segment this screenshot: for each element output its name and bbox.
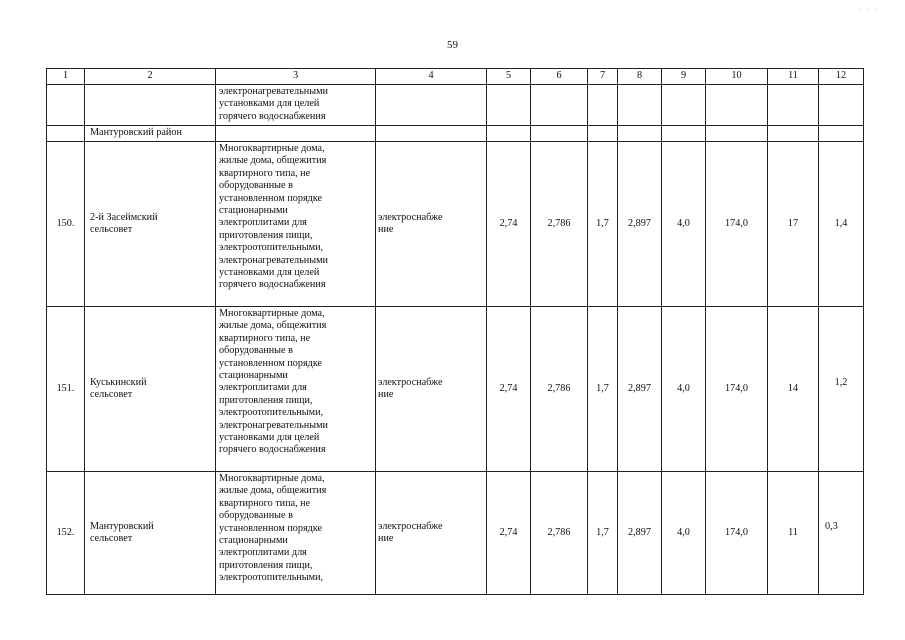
continuation-row (47, 85, 864, 126)
column-header: 3 (216, 69, 376, 85)
row-number: 152. (47, 472, 85, 595)
table-row (47, 472, 864, 595)
value-cell: 11 (768, 472, 819, 595)
table-row (47, 307, 864, 472)
value-cell: 174,0 (706, 472, 768, 595)
tariff-table (46, 68, 864, 595)
settlement-name: Мантуровский сельсовет (85, 472, 216, 595)
table-row (47, 142, 864, 307)
settlement-name: Куськинский сельсовет (85, 307, 216, 472)
consumer-description: Многоквартирные дома, жилые дома, общежития квартирного типа, не оборудованные в установленном порядке стационарными электроплитами для приготовления пищи, электроотопительными, (216, 472, 376, 595)
value-cell: 4,0 (662, 472, 706, 595)
value-cell: 17 (768, 142, 819, 307)
continuation-text: электронагревательными установками для целей горячего водоснабжения (216, 85, 376, 126)
column-header: 5 (487, 69, 531, 85)
value-cell: 4,0 (662, 307, 706, 472)
column-header: 2 (85, 69, 216, 85)
value-cell: 2,786 (531, 472, 588, 595)
value-cell: 4,0 (662, 142, 706, 307)
value-cell: 2,786 (531, 307, 588, 472)
column-header: 4 (376, 69, 487, 85)
value-cell (819, 307, 864, 472)
value-text: 1,4 (834, 217, 848, 229)
value-cell: 2,786 (531, 142, 588, 307)
column-header: 11 (768, 69, 819, 85)
service-type: электроснабже ние (376, 307, 487, 472)
page-number: 59 (447, 39, 458, 51)
value-cell: 2,74 (487, 472, 531, 595)
column-header: 7 (588, 69, 618, 85)
row-number: 151. (47, 307, 85, 472)
region-row (47, 126, 864, 142)
value-cell: 14 (768, 307, 819, 472)
value-cell (819, 472, 864, 595)
column-header: 6 (531, 69, 588, 85)
value-cell: 174,0 (706, 142, 768, 307)
header-row (47, 69, 864, 85)
service-type: электроснабже ние (376, 472, 487, 595)
value-cell: 2,897 (618, 142, 662, 307)
value-cell: 1,7 (588, 307, 618, 472)
column-header: 10 (706, 69, 768, 85)
value-cell: 174,0 (706, 307, 768, 472)
value-cell: 2,74 (487, 307, 531, 472)
column-header: 9 (662, 69, 706, 85)
value-cell: 1,7 (588, 142, 618, 307)
column-header: 12 (819, 69, 864, 85)
column-header: 1 (47, 69, 85, 85)
region-label: Мантуровский район (85, 126, 216, 142)
consumer-description: Многоквартирные дома, жилые дома, общежития квартирного типа, не оборудованные в установленном порядке стационарными электроплитами для приготовления пищи, электроотопительными, электронагревательными установками для целей горячего водоснабжения (216, 142, 376, 307)
value-cell: 2,897 (618, 472, 662, 595)
service-type: электроснабже ние (376, 142, 487, 307)
value-cell: 2,897 (618, 307, 662, 472)
row-number: 150. (47, 142, 85, 307)
value-cell: 2,74 (487, 142, 531, 307)
value-cell (819, 142, 864, 307)
value-text: 0,3 (825, 520, 838, 532)
settlement-name: 2-й Засеймский сельсовет (85, 142, 216, 307)
consumer-description: Многоквартирные дома, жилые дома, общежития квартирного типа, не оборудованные в установленном порядке стационарными электроплитами для приготовления пищи, электроотопительными, электронагревательными установками для целей горячего водоснабжения (216, 307, 376, 472)
value-text: 1,2 (834, 376, 848, 388)
corner-mark: · · · (858, 6, 879, 14)
value-cell: 1,7 (588, 472, 618, 595)
column-header: 8 (618, 69, 662, 85)
